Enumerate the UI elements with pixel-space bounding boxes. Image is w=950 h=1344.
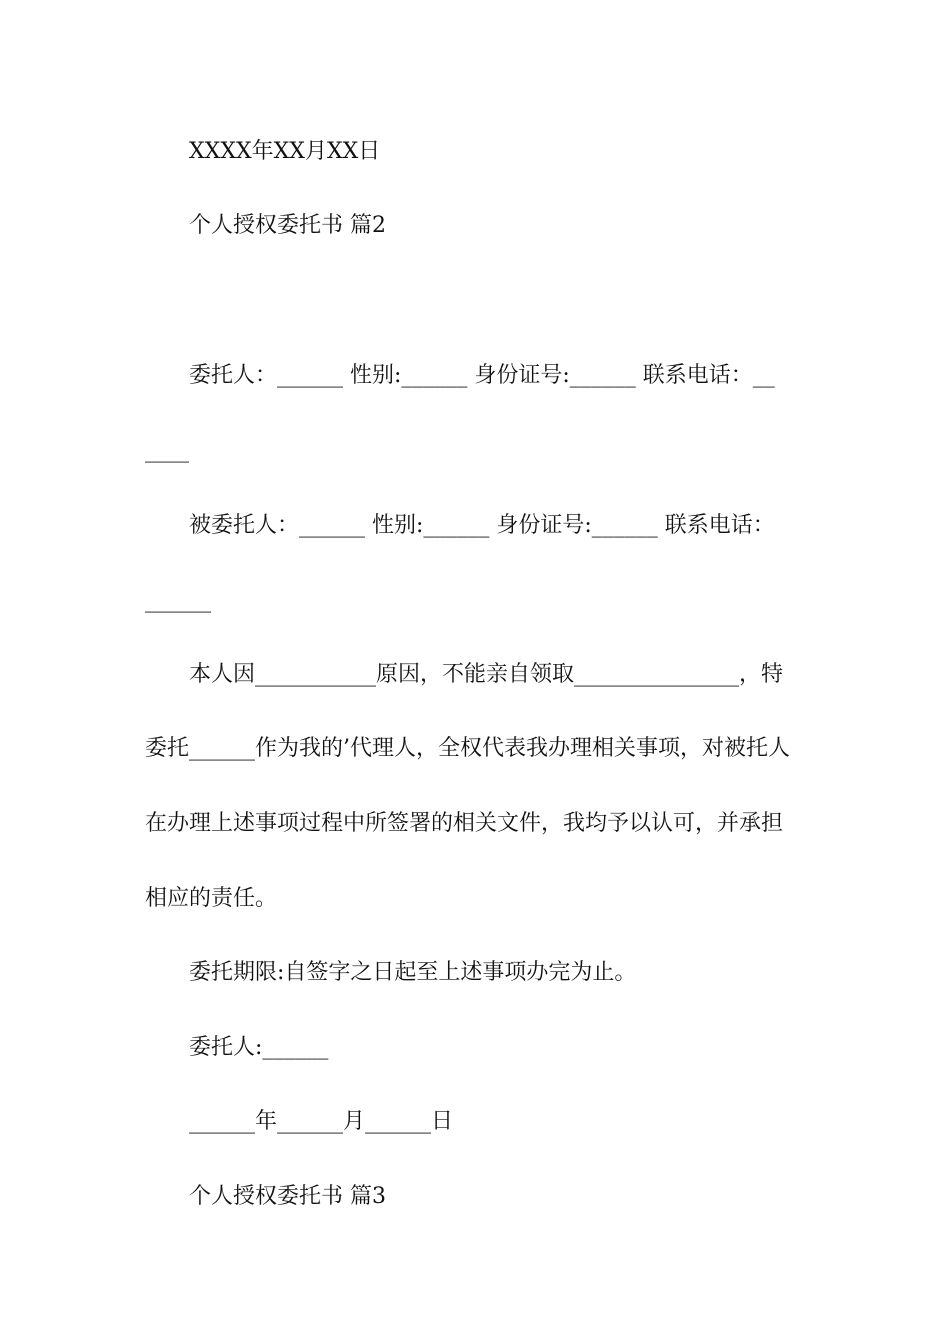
principal-info-continuation: ____	[145, 438, 189, 463]
body-paragraph-line: 本人因___________原因，不能亲自领取_______________，特	[189, 662, 784, 687]
section-title: 个人授权委托书 篇3	[189, 1184, 386, 1209]
body-paragraph-line: 委托______作为我的’代理人，全权代表我办理相关事项，对被托人	[145, 736, 790, 761]
principal-info-line: 委托人：______ 性别:______ 身份证号:______ 联系电话：__	[189, 363, 775, 388]
section-title: 个人授权委托书 篇2	[189, 213, 386, 238]
term-line: 委托期限:自签字之日起至上述事项办完为止。	[189, 960, 637, 985]
agent-info-line: 被委托人：______ 性别:______ 身份证号:______ 联系电话：	[189, 513, 775, 538]
agent-info-continuation: ______	[145, 588, 211, 613]
body-paragraph-line: 在办理上述事项过程中所签署的相关文件，我均予以认可，并承担	[145, 811, 784, 836]
signature-date-line: ______年______月______日	[189, 1109, 454, 1134]
date-line: XXXX年XX月XX日	[189, 139, 381, 164]
signature-line: 委托人:______	[189, 1035, 329, 1060]
body-paragraph-line: 相应的责任。	[145, 886, 278, 911]
